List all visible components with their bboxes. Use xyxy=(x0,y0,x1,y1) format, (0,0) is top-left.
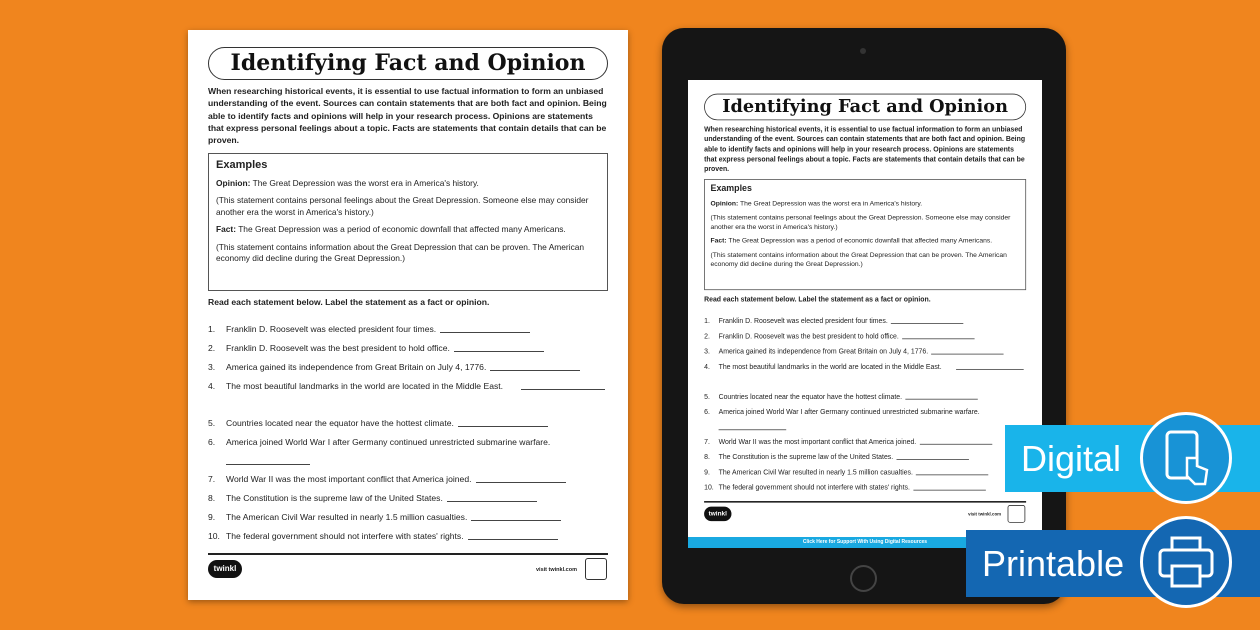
fact-note: (This statement contains information about the Great Depression that can be proven. The American economy did decline during the Great Depression.) xyxy=(710,250,1007,268)
list-item xyxy=(208,493,608,512)
list-item xyxy=(208,343,608,362)
answer-blank[interactable] xyxy=(440,324,530,333)
item-text: Franklin D. Roosevelt was the best president to hold office. xyxy=(718,331,899,341)
answer-blank[interactable] xyxy=(471,512,561,521)
item-text: World War II was the most important conflict that America joined. xyxy=(718,437,917,446)
list-item xyxy=(704,347,1026,362)
item-text: America joined World War I after Germany continued unrestricted submarine warfare. xyxy=(226,437,551,447)
item-text: Countries located near the equator have the hottest climate. xyxy=(226,418,454,428)
item-text: The Constitution is the supreme law of the United States. xyxy=(718,452,894,461)
examples-heading: Examples xyxy=(710,183,752,194)
answer-blank[interactable] xyxy=(476,474,566,483)
answer-blank[interactable] xyxy=(896,453,968,460)
answer-blank[interactable] xyxy=(919,437,991,444)
statement-list xyxy=(208,324,608,550)
list-item xyxy=(704,332,1026,347)
statement-list xyxy=(704,317,1026,499)
item-number: 10. xyxy=(704,483,714,492)
list-item xyxy=(208,324,608,343)
tablet-touch-icon xyxy=(1140,412,1232,504)
worksheet-page xyxy=(188,30,628,600)
fact-label: Fact: xyxy=(710,236,727,245)
item-text: The American Civil War resulted in nearly 1.5 million casualties. xyxy=(718,468,913,477)
fact-note: (This statement contains information about the Great Depression that can be proven. The American economy did decline during the Great Depression.) xyxy=(216,241,585,263)
list-item xyxy=(208,512,608,531)
item-number: 8. xyxy=(704,452,710,461)
printer-icon xyxy=(1140,516,1232,608)
examples-box xyxy=(704,179,1026,290)
printable-tag: Printable xyxy=(966,530,1260,597)
item-number: 7. xyxy=(208,474,216,484)
instructions: Read each statement below. Label the statement as a fact or opinion. xyxy=(208,297,490,307)
item-text: The American Civil War resulted in nearly 1.5 million casualties. xyxy=(226,512,468,522)
answer-blank[interactable] xyxy=(719,423,787,430)
intro-paragraph: When researching historical events, it is essential to use factual information to form an unbiased understanding of the event. Sources can contain statements that are both fact and opinion. Being able to identify facts and opinions will help in your research process. Opinions are statements that express personal feelings about a topic. Facts are statements that contain details that can be proven. xyxy=(704,125,1026,173)
fact-label: Fact: xyxy=(216,224,237,234)
visit-link: visit twinkl.com xyxy=(968,512,1002,518)
list-item xyxy=(208,437,608,474)
opinion-text: The Great Depression was the worst era in America's history. xyxy=(738,198,923,207)
answer-blank[interactable] xyxy=(454,343,544,352)
worksheet-title: Identifying Fact and Opinion xyxy=(208,47,608,80)
quality-badge-icon xyxy=(1008,505,1026,523)
item-number: 2. xyxy=(208,343,216,353)
opinion-note: (This statement contains personal feelings about the Great Depression. Someone else may consider another era the worst in America's history.) xyxy=(216,195,589,217)
opinion-example xyxy=(711,199,1020,208)
opinion-text: The Great Depression was the worst era in America's history. xyxy=(250,177,479,188)
support-link[interactable]: Click Here for Support With Using Digital Resources xyxy=(688,537,1042,548)
item-number: 5. xyxy=(208,418,216,428)
item-text: America gained its independence from Great Britain on July 4, 1776. xyxy=(226,362,487,372)
list-item xyxy=(704,392,1026,407)
instructions: Read each statement below. Label the statement as a fact or opinion. xyxy=(704,294,931,303)
list-item xyxy=(704,437,1026,452)
list-item xyxy=(704,453,1026,468)
answer-blank[interactable] xyxy=(902,332,974,339)
item-text: The federal government should not interfere with states' rights. xyxy=(226,531,464,541)
list-item xyxy=(208,531,608,550)
item-number: 1. xyxy=(208,324,216,334)
item-text: The most beautiful landmarks in the world are located in the Middle East. xyxy=(718,362,942,371)
list-item xyxy=(208,418,608,437)
fact-example xyxy=(216,224,600,236)
item-number: 10. xyxy=(208,531,220,541)
twinkl-logo: twinkl xyxy=(704,507,731,521)
fact-example xyxy=(711,236,1020,245)
opinion-note: (This statement contains personal feelings about the Great Depression. Someone else may consider another era the worst in America's history.) xyxy=(710,212,1011,231)
quality-badge-icon xyxy=(585,558,607,580)
digital-tag: Digital xyxy=(1005,425,1260,492)
intro-paragraph: When researching historical events, it is essential to use factual information to form an unbiased understanding of the event. Sources can contain statements that are both fact and opinion. Being able to identify facts and opinions will help in your research process. Opinions are statements that express personal feelings about a topic. Facts are statements that contain details that can be proven. xyxy=(208,86,607,146)
list-item xyxy=(704,363,1026,393)
list-item xyxy=(704,408,1026,438)
examples-heading: Examples xyxy=(216,159,268,171)
visit-link: visit twinkl.com xyxy=(536,567,577,573)
item-number: 6. xyxy=(704,407,710,416)
item-number: 7. xyxy=(704,437,710,446)
tablet-device xyxy=(662,28,1066,604)
worksheet-title: Identifying Fact and Opinion xyxy=(704,94,1026,121)
fact-text: The Great Depression was a period of economic downfall that affected many Americans. xyxy=(236,224,566,234)
footer-divider xyxy=(208,553,608,555)
opinion-label: Opinion: xyxy=(710,198,739,207)
item-number: 3. xyxy=(208,362,216,372)
item-number: 4. xyxy=(704,362,710,371)
list-item xyxy=(704,468,1026,483)
answer-blank[interactable] xyxy=(956,363,1024,370)
item-text: America gained its independence from Great Britain on July 4, 1776. xyxy=(718,347,929,356)
item-text: The most beautiful landmarks in the world are located in the Middle East. xyxy=(226,381,504,391)
home-button[interactable] xyxy=(850,565,877,592)
item-text: The Constitution is the supreme law of the United States. xyxy=(226,493,443,503)
list-item xyxy=(208,362,608,381)
list-item xyxy=(208,381,608,418)
item-number: 3. xyxy=(704,347,710,356)
item-number: 9. xyxy=(704,468,710,477)
item-number: 1. xyxy=(704,316,710,325)
twinkl-logo: twinkl xyxy=(208,560,242,578)
item-number: 6. xyxy=(208,437,216,447)
answer-blank[interactable] xyxy=(490,362,580,371)
answer-blank[interactable] xyxy=(916,468,988,475)
examples-box xyxy=(208,153,608,291)
item-text: Countries located near the equator have the hottest climate. xyxy=(718,392,903,401)
item-text: Franklin D. Roosevelt was elected president four times. xyxy=(226,324,437,334)
item-number: 9. xyxy=(208,512,216,522)
opinion-label: Opinion: xyxy=(216,177,251,188)
answer-blank[interactable] xyxy=(521,381,605,390)
item-number: 5. xyxy=(704,392,710,401)
answer-blank[interactable] xyxy=(468,531,558,540)
item-number: 8. xyxy=(208,493,216,503)
item-text: Franklin D. Roosevelt was the best president to hold office. xyxy=(226,343,450,353)
tablet-screen xyxy=(688,80,1042,548)
answer-blank[interactable] xyxy=(458,418,548,427)
tablet-worksheet-page xyxy=(688,80,1042,539)
answer-blank[interactable] xyxy=(226,456,310,465)
item-number: 4. xyxy=(208,381,216,391)
item-text: Franklin D. Roosevelt was elected president four times. xyxy=(718,316,888,325)
answer-blank[interactable] xyxy=(447,493,537,502)
fact-text: The Great Depression was a period of economic downfall that affected many Americans. xyxy=(726,236,993,245)
camera-icon xyxy=(860,48,866,54)
item-text: World War II was the most important conflict that America joined. xyxy=(226,474,472,484)
list-item xyxy=(704,483,1026,498)
item-text: America joined World War I after Germany continued unrestricted submarine warfare. xyxy=(718,407,980,416)
list-item xyxy=(208,474,608,493)
item-number: 2. xyxy=(704,331,710,341)
opinion-example xyxy=(216,178,600,190)
list-item xyxy=(704,317,1026,332)
item-text: The federal government should not interfere with states' rights. xyxy=(718,483,910,492)
footer-divider xyxy=(704,501,1026,503)
answer-blank[interactable] xyxy=(891,317,963,324)
answer-blank[interactable] xyxy=(913,483,985,490)
answer-blank[interactable] xyxy=(931,347,1003,354)
answer-blank[interactable] xyxy=(905,392,977,399)
